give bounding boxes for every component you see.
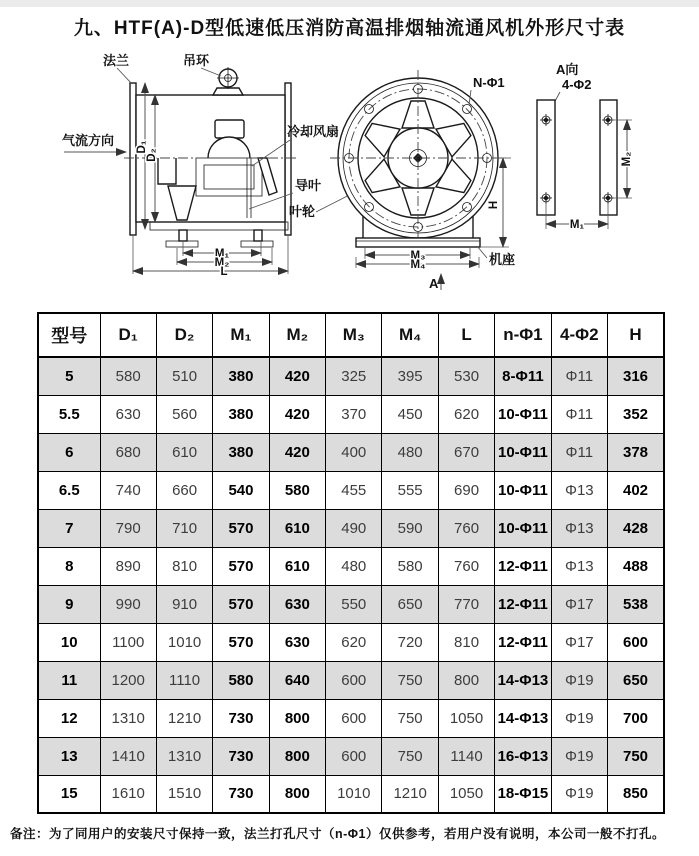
table-cell: 325: [326, 357, 382, 395]
table-cell: 8: [38, 547, 100, 585]
table-cell: 750: [382, 699, 438, 737]
table-cell: 5.5: [38, 395, 100, 433]
table-cell: 810: [156, 547, 212, 585]
table-cell: 630: [269, 623, 325, 661]
table-cell: 1050: [438, 775, 494, 813]
table-cell: 790: [100, 509, 156, 547]
table-cell: 538: [608, 585, 664, 623]
table-cell: 750: [382, 661, 438, 699]
table-cell: 660: [156, 471, 212, 509]
dim-m2-label: M₂: [214, 257, 230, 269]
column-header: 型号: [38, 313, 100, 357]
table-cell: 1610: [100, 775, 156, 813]
table-cell: 10-Φ11: [495, 509, 551, 547]
cooling-fan-label: 冷却风扇: [287, 124, 340, 139]
table-cell: 10: [38, 623, 100, 661]
table-cell: 560: [156, 395, 212, 433]
table-row: [38, 737, 664, 775]
table-cell: 600: [608, 623, 664, 661]
table-cell: 480: [326, 547, 382, 585]
table-cell: 1410: [100, 737, 156, 775]
table-cell: 670: [438, 433, 494, 471]
table-cell: 750: [382, 737, 438, 775]
column-header: M₁: [213, 313, 269, 357]
page-top-band: [0, 0, 699, 7]
foot-plate: [241, 241, 273, 247]
table-cell: 890: [100, 547, 156, 585]
table-cell: Φ13: [551, 471, 607, 509]
table-cell: 380: [213, 357, 269, 395]
table-cell: Φ19: [551, 699, 607, 737]
table-cell: 490: [326, 509, 382, 547]
table-cell: 730: [213, 699, 269, 737]
table-cell: 750: [608, 737, 664, 775]
table-cell: 10-Φ11: [495, 395, 551, 433]
column-header: D₂: [156, 313, 212, 357]
dim-l-label: L: [220, 266, 228, 278]
table-cell: 720: [382, 623, 438, 661]
table-cell: 1100: [100, 623, 156, 661]
table-cell: 18-Φ15: [495, 775, 551, 813]
table-cell: Φ19: [551, 737, 607, 775]
table-cell: 650: [382, 585, 438, 623]
table-cell: 610: [156, 433, 212, 471]
table-cell: 630: [269, 585, 325, 623]
pedestal-base: [356, 238, 480, 247]
table-cell: 570: [213, 509, 269, 547]
table-cell: 5: [38, 357, 100, 395]
table-cell: 12: [38, 699, 100, 737]
table-cell: Φ11: [551, 395, 607, 433]
table-cell: 630: [100, 395, 156, 433]
table-cell: 6.5: [38, 471, 100, 509]
bolt-holes-label: N-Φ1: [473, 75, 505, 90]
table-cell: 11: [38, 661, 100, 699]
table-cell: Φ17: [551, 585, 607, 623]
column-header: D₁: [100, 313, 156, 357]
table-cell: 800: [269, 737, 325, 775]
table-cell: 370: [326, 395, 382, 433]
table-cell: 580: [269, 471, 325, 509]
side-view: [62, 53, 363, 278]
table-cell: 12-Φ11: [495, 623, 551, 661]
view-a-letter: A: [429, 276, 439, 291]
table-cell: 428: [608, 509, 664, 547]
table-cell: 760: [438, 547, 494, 585]
dim-d2-label: D₂: [146, 148, 158, 162]
table-cell: 15: [38, 775, 100, 813]
table-cell: 800: [269, 775, 325, 813]
table-cell: 510: [156, 357, 212, 395]
table-cell: 680: [100, 433, 156, 471]
dimension-table-wrap: [37, 312, 665, 814]
table-cell: 10-Φ11: [495, 433, 551, 471]
table-cell: 910: [156, 585, 212, 623]
flange-left: [130, 83, 136, 235]
table-cell: 1050: [438, 699, 494, 737]
a-view-title: A向: [556, 62, 579, 77]
table-header-row: [38, 313, 664, 357]
table-cell: Φ11: [551, 433, 607, 471]
table-cell: 7: [38, 509, 100, 547]
table-body: [38, 357, 664, 813]
table-cell: 540: [213, 471, 269, 509]
column-header: 4-Φ2: [551, 313, 607, 357]
table-row: [38, 357, 664, 395]
table-cell: 740: [100, 471, 156, 509]
column-header: M₄: [382, 313, 438, 357]
dim-m4-label: M₄: [410, 259, 426, 271]
table-cell: 580: [100, 357, 156, 395]
dim-m1-label: M₁: [214, 248, 230, 260]
table-cell: 1140: [438, 737, 494, 775]
table-cell: 13: [38, 737, 100, 775]
table-cell: 550: [326, 585, 382, 623]
table-cell: 450: [382, 395, 438, 433]
table-cell: 14-Φ13: [495, 699, 551, 737]
table-cell: Φ13: [551, 509, 607, 547]
table-cell: 6: [38, 433, 100, 471]
column-header: H: [608, 313, 664, 357]
table-cell: 600: [326, 737, 382, 775]
table-cell: 610: [269, 509, 325, 547]
column-header: M₃: [326, 313, 382, 357]
table-cell: 530: [438, 357, 494, 395]
table-row: [38, 509, 664, 547]
table-cell: 650: [608, 661, 664, 699]
table-row: [38, 661, 664, 699]
table-cell: 730: [213, 775, 269, 813]
junction-box: [215, 120, 244, 138]
table-cell: 1200: [100, 661, 156, 699]
table-cell: 570: [213, 547, 269, 585]
table-cell: 1010: [156, 623, 212, 661]
base-plate: [150, 222, 288, 230]
table-cell: 770: [438, 585, 494, 623]
technical-drawing: [0, 52, 699, 307]
table-cell: 570: [213, 623, 269, 661]
table-cell: 1010: [326, 775, 382, 813]
table-cell: 600: [326, 699, 382, 737]
table-cell: 10-Φ11: [495, 471, 551, 509]
table-cell: 640: [269, 661, 325, 699]
column-header: M₂: [269, 313, 325, 357]
table-cell: Φ19: [551, 775, 607, 813]
table-cell: 420: [269, 433, 325, 471]
table-row: [38, 699, 664, 737]
table-cell: 12-Φ11: [495, 547, 551, 585]
table-cell: 610: [269, 547, 325, 585]
table-cell: 316: [608, 357, 664, 395]
table-cell: 378: [608, 433, 664, 471]
table-cell: 710: [156, 509, 212, 547]
table-cell: 580: [213, 661, 269, 699]
table-cell: Φ11: [551, 357, 607, 395]
table-cell: Φ17: [551, 623, 607, 661]
table-cell: 620: [438, 395, 494, 433]
table-cell: 12-Φ11: [495, 585, 551, 623]
dim-d1-label: D₁: [136, 140, 148, 154]
table-cell: 1210: [382, 775, 438, 813]
table-row: [38, 547, 664, 585]
table-cell: 1510: [156, 775, 212, 813]
base-label: 机座: [489, 252, 516, 267]
airflow-direction-label: 气流方向: [62, 133, 115, 148]
column-header: L: [438, 313, 494, 357]
column-header: n-Φ1: [495, 313, 551, 357]
table-cell: 570: [213, 585, 269, 623]
table-cell: 620: [326, 623, 382, 661]
impeller-label: 叶轮: [289, 204, 316, 219]
table-cell: 14-Φ13: [495, 661, 551, 699]
table-cell: 1210: [156, 699, 212, 737]
table-cell: 380: [213, 395, 269, 433]
foot-holes-label: 4-Φ2: [562, 77, 592, 92]
guide-vane-label: 导叶: [295, 178, 322, 193]
table-cell: 760: [438, 509, 494, 547]
table-cell: 1310: [156, 737, 212, 775]
table-cell: 800: [438, 661, 494, 699]
table-cell: 420: [269, 395, 325, 433]
lifting-ring: [213, 67, 243, 95]
table-cell: 800: [269, 699, 325, 737]
dimensions-table: [37, 312, 665, 814]
table-cell: 420: [269, 357, 325, 395]
dim-a-m1-label: M₁: [569, 219, 585, 231]
table-cell: 555: [382, 471, 438, 509]
table-cell: 402: [608, 471, 664, 509]
table-cell: 9: [38, 585, 100, 623]
dim-m3-label: M₃: [410, 250, 426, 262]
table-cell: 1110: [156, 661, 212, 699]
table-cell: 8-Φ11: [495, 357, 551, 395]
table-cell: 488: [608, 547, 664, 585]
table-cell: 600: [326, 661, 382, 699]
table-cell: 16-Φ13: [495, 737, 551, 775]
a-view: [537, 62, 633, 231]
footnote: 备注：为了同用户的安装尺寸保持一致，法兰打孔尺寸（n-Φ1）仅供参考，若用户没有说明，本公司一般不打孔。: [10, 827, 666, 841]
table-cell: 590: [382, 509, 438, 547]
table-row: [38, 471, 664, 509]
table-row: [38, 623, 664, 661]
dim-h-label: H: [488, 200, 500, 210]
table-cell: 352: [608, 395, 664, 433]
foot-stem: [254, 230, 262, 241]
table-cell: 690: [438, 471, 494, 509]
table-cell: 730: [213, 737, 269, 775]
table-cell: 810: [438, 623, 494, 661]
table-cell: 580: [382, 547, 438, 585]
table-cell: Φ13: [551, 547, 607, 585]
table-cell: 990: [100, 585, 156, 623]
table-cell: 850: [608, 775, 664, 813]
table-cell: 700: [608, 699, 664, 737]
foot-stem: [179, 230, 187, 241]
table-row: [38, 775, 664, 813]
table-cell: 480: [382, 433, 438, 471]
table-cell: 380: [213, 433, 269, 471]
table-cell: 1310: [100, 699, 156, 737]
table-cell: 455: [326, 471, 382, 509]
table-row: [38, 433, 664, 471]
table-row: [38, 585, 664, 623]
front-view: [330, 70, 515, 291]
foot-plate: [166, 241, 198, 247]
table-row: [38, 395, 664, 433]
table-cell: 395: [382, 357, 438, 395]
table-cell: Φ19: [551, 661, 607, 699]
dim-a-m2-label: M₂: [621, 151, 633, 167]
flange-label: 法兰: [103, 53, 130, 68]
page-title: 九、HTF(A)-D型低速低压消防高温排烟轴流通风机外形尺寸表: [73, 18, 626, 39]
table-cell: 400: [326, 433, 382, 471]
lifting-ring-label: 吊环: [183, 53, 210, 68]
